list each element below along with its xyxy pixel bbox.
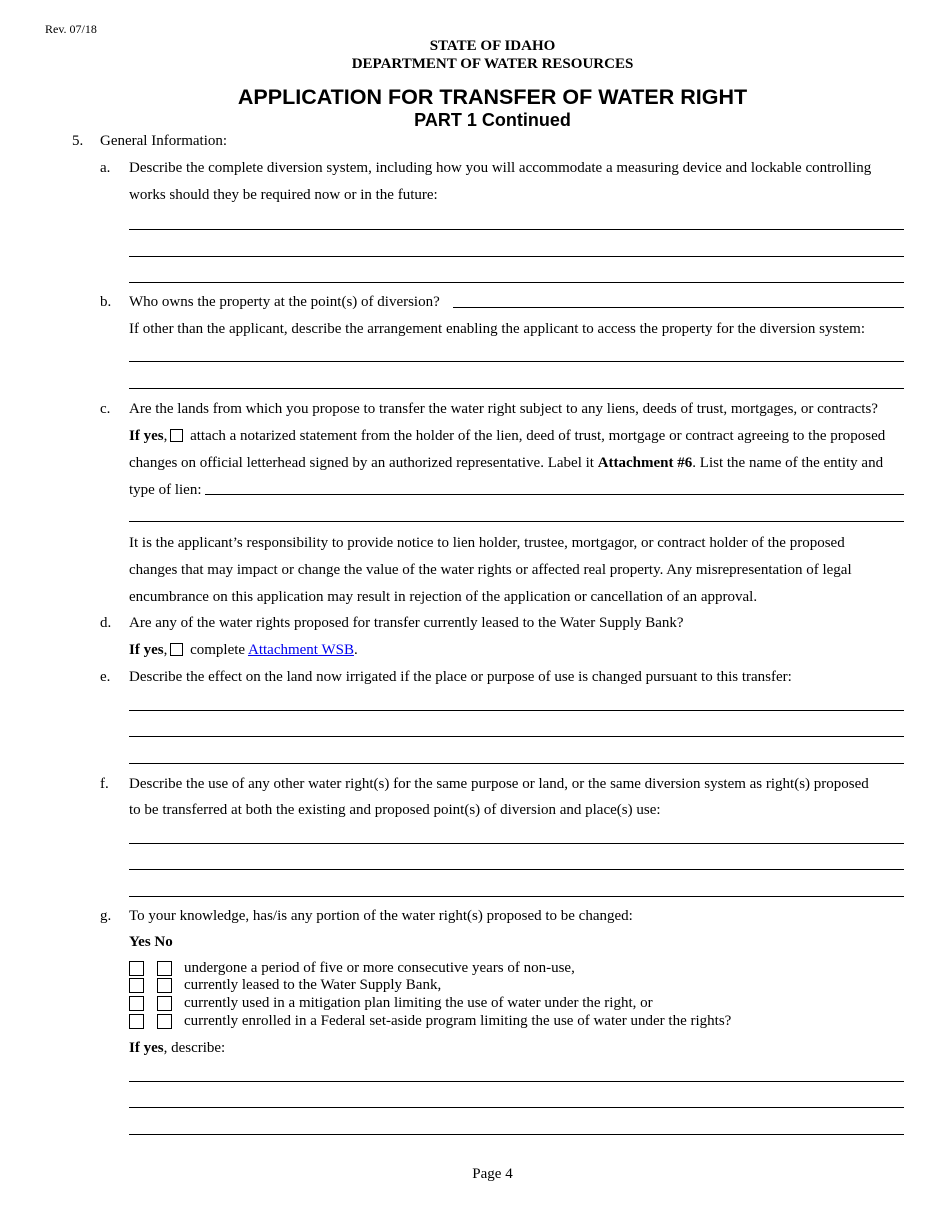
g-option-4-label: currently enrolled in a Federal set-aside program limiting the use of water under the rights?: [184, 1013, 732, 1029]
item-c-line3-pre: changes on official letterhead signed by an authorized representative. Label it: [129, 455, 598, 471]
complete-label: complete: [190, 642, 246, 658]
item-g-question-line1: To your knowledge, has/is any portion of the water right(s) proposed to be changed:: [129, 908, 633, 924]
item-f-question-line1: Describe the use of any other water right(s) for the same purpose or land, or the same diversion system as right(s) proposed: [129, 776, 869, 792]
item-e-answer-line[interactable]: [129, 710, 904, 711]
g-option-3-no-checkbox[interactable]: [157, 996, 172, 1011]
page-title: APPLICATION FOR TRANSFER OF WATER RIGHT: [237, 85, 748, 109]
yes-no-header: Yes No: [129, 934, 173, 950]
item-a-answer-line[interactable]: [129, 282, 904, 283]
g-option-3-yes-checkbox[interactable]: [129, 996, 144, 1011]
g-option-2-yes-checkbox[interactable]: [129, 978, 144, 993]
item-a-question-line2: works should they be required now or in the future:: [129, 187, 438, 203]
g-option-4-no-checkbox[interactable]: [157, 1014, 172, 1029]
item-c-checkbox[interactable]: [170, 429, 183, 442]
item-d-question-line2: If yes, complete Attachment WSB.: [129, 642, 358, 658]
g-option-1-yes-checkbox[interactable]: [129, 961, 144, 976]
item-g-answer-line[interactable]: [129, 1081, 904, 1082]
item-a-answer-line[interactable]: [129, 256, 904, 257]
item-d-letter: d.: [100, 615, 112, 631]
item-d-checkbox[interactable]: [170, 643, 183, 656]
g-option-1-no-checkbox[interactable]: [157, 961, 172, 976]
if-yes-label: If yes: [129, 642, 164, 658]
item-c-question-line4: type of lien:: [129, 482, 202, 498]
item-a-letter: a.: [100, 160, 111, 176]
item-d-question-line1: Are any of the water rights proposed for transfer currently leased to the Water Supply Bank?: [129, 615, 684, 631]
item-c-question-line3: [129, 454, 883, 472]
if-yes-label: If yes: [129, 428, 164, 444]
item-c-question-line1: Are the lands from which you propose to transfer the water right subject to any liens, deeds of trust, mortgages, or contracts?: [129, 401, 878, 417]
page-number: Page 4: [472, 1166, 513, 1182]
item-g-if-yes-describe: [129, 1039, 225, 1057]
item-c-lien-field[interactable]: [205, 494, 904, 495]
item-g-letter: g.: [100, 908, 112, 924]
attachment-6-label: Attachment #6: [597, 455, 693, 471]
department-heading: DEPARTMENT OF WATER RESOURCES: [351, 56, 634, 72]
item-e-answer-line[interactable]: [129, 763, 904, 764]
item-c-notice-line3: encumbrance on this application may result in rejection of the application or cancellation of an approval.: [129, 589, 758, 605]
item-c-line3-post: . List the name of the entity and: [692, 455, 884, 471]
revision-label: Rev. 07/18: [45, 22, 97, 36]
item-f-question-line2: to be transferred at both the existing and proposed point(s) of diversion and place(s) use:: [129, 802, 661, 818]
item-b-owner-field[interactable]: [453, 307, 904, 308]
item-c-notice-line2: changes that may impact or change the value of the water rights or affected real property. Any misrepresentation of legal: [129, 562, 852, 578]
g-option-3-label: currently used in a mitigation plan limiting the use of water under the right, or: [184, 995, 653, 1011]
item-c-notice-line1: It is the applicant’s responsibility to provide notice to lien holder, trustee, mortgagor, or contract holder of the proposed: [129, 535, 845, 551]
item-c-answer-line[interactable]: [129, 521, 904, 522]
item-b-answer-line[interactable]: [129, 361, 904, 362]
item-a-answer-line[interactable]: [129, 229, 904, 230]
item-a-question-line1: Describe the complete diversion system, including how you will accommodate a measuring device and lockable controlling: [129, 160, 872, 176]
g-option-1-label: undergone a period of five or more consecutive years of non-use,: [184, 960, 575, 976]
g-option-4-yes-checkbox[interactable]: [129, 1014, 144, 1029]
g-option-2-no-checkbox[interactable]: [157, 978, 172, 993]
item-g-answer-line[interactable]: [129, 1107, 904, 1108]
item-b-question-line2: If other than the applicant, describe the arrangement enabling the applicant to access the property for the diversion system:: [129, 321, 865, 337]
item-f-answer-line[interactable]: [129, 869, 904, 870]
item-e-question-line1: Describe the effect on the land now irrigated if the place or purpose of use is changed pursuant to this transfer:: [129, 669, 792, 685]
item-e-answer-line[interactable]: [129, 736, 904, 737]
describe-label: , describe:: [163, 1040, 226, 1056]
item-c-line2-text: attach a notarized statement from the holder of the lien, deed of trust, mortgage or contract agreeing to the proposed: [190, 428, 886, 444]
item-f-answer-line[interactable]: [129, 843, 904, 844]
item-e-letter: e.: [100, 669, 111, 685]
attachment-wsb-link[interactable]: Attachment WSB: [248, 642, 354, 658]
g-option-2-label: currently leased to the Water Supply Bank,: [184, 977, 442, 993]
item-b-question-line1: Who owns the property at the point(s) of diversion?: [129, 294, 440, 310]
section-title: General Information:: [100, 133, 228, 149]
section-number: 5.: [72, 133, 84, 149]
if-yes-label: If yes: [129, 1040, 164, 1056]
state-heading: STATE OF IDAHO: [429, 38, 556, 54]
item-b-letter: b.: [100, 294, 112, 310]
item-f-answer-line[interactable]: [129, 896, 904, 897]
item-c-question-line2: If yes, attach a notarized statement from the holder of the lien, deed of trust, mortgage or contract agreeing to the proposed: [129, 428, 886, 444]
item-g-answer-line[interactable]: [129, 1134, 904, 1135]
item-b-answer-line[interactable]: [129, 388, 904, 389]
page-subtitle: PART 1 Continued: [414, 110, 571, 130]
item-f-letter: f.: [100, 776, 109, 792]
item-c-letter: c.: [100, 401, 111, 417]
